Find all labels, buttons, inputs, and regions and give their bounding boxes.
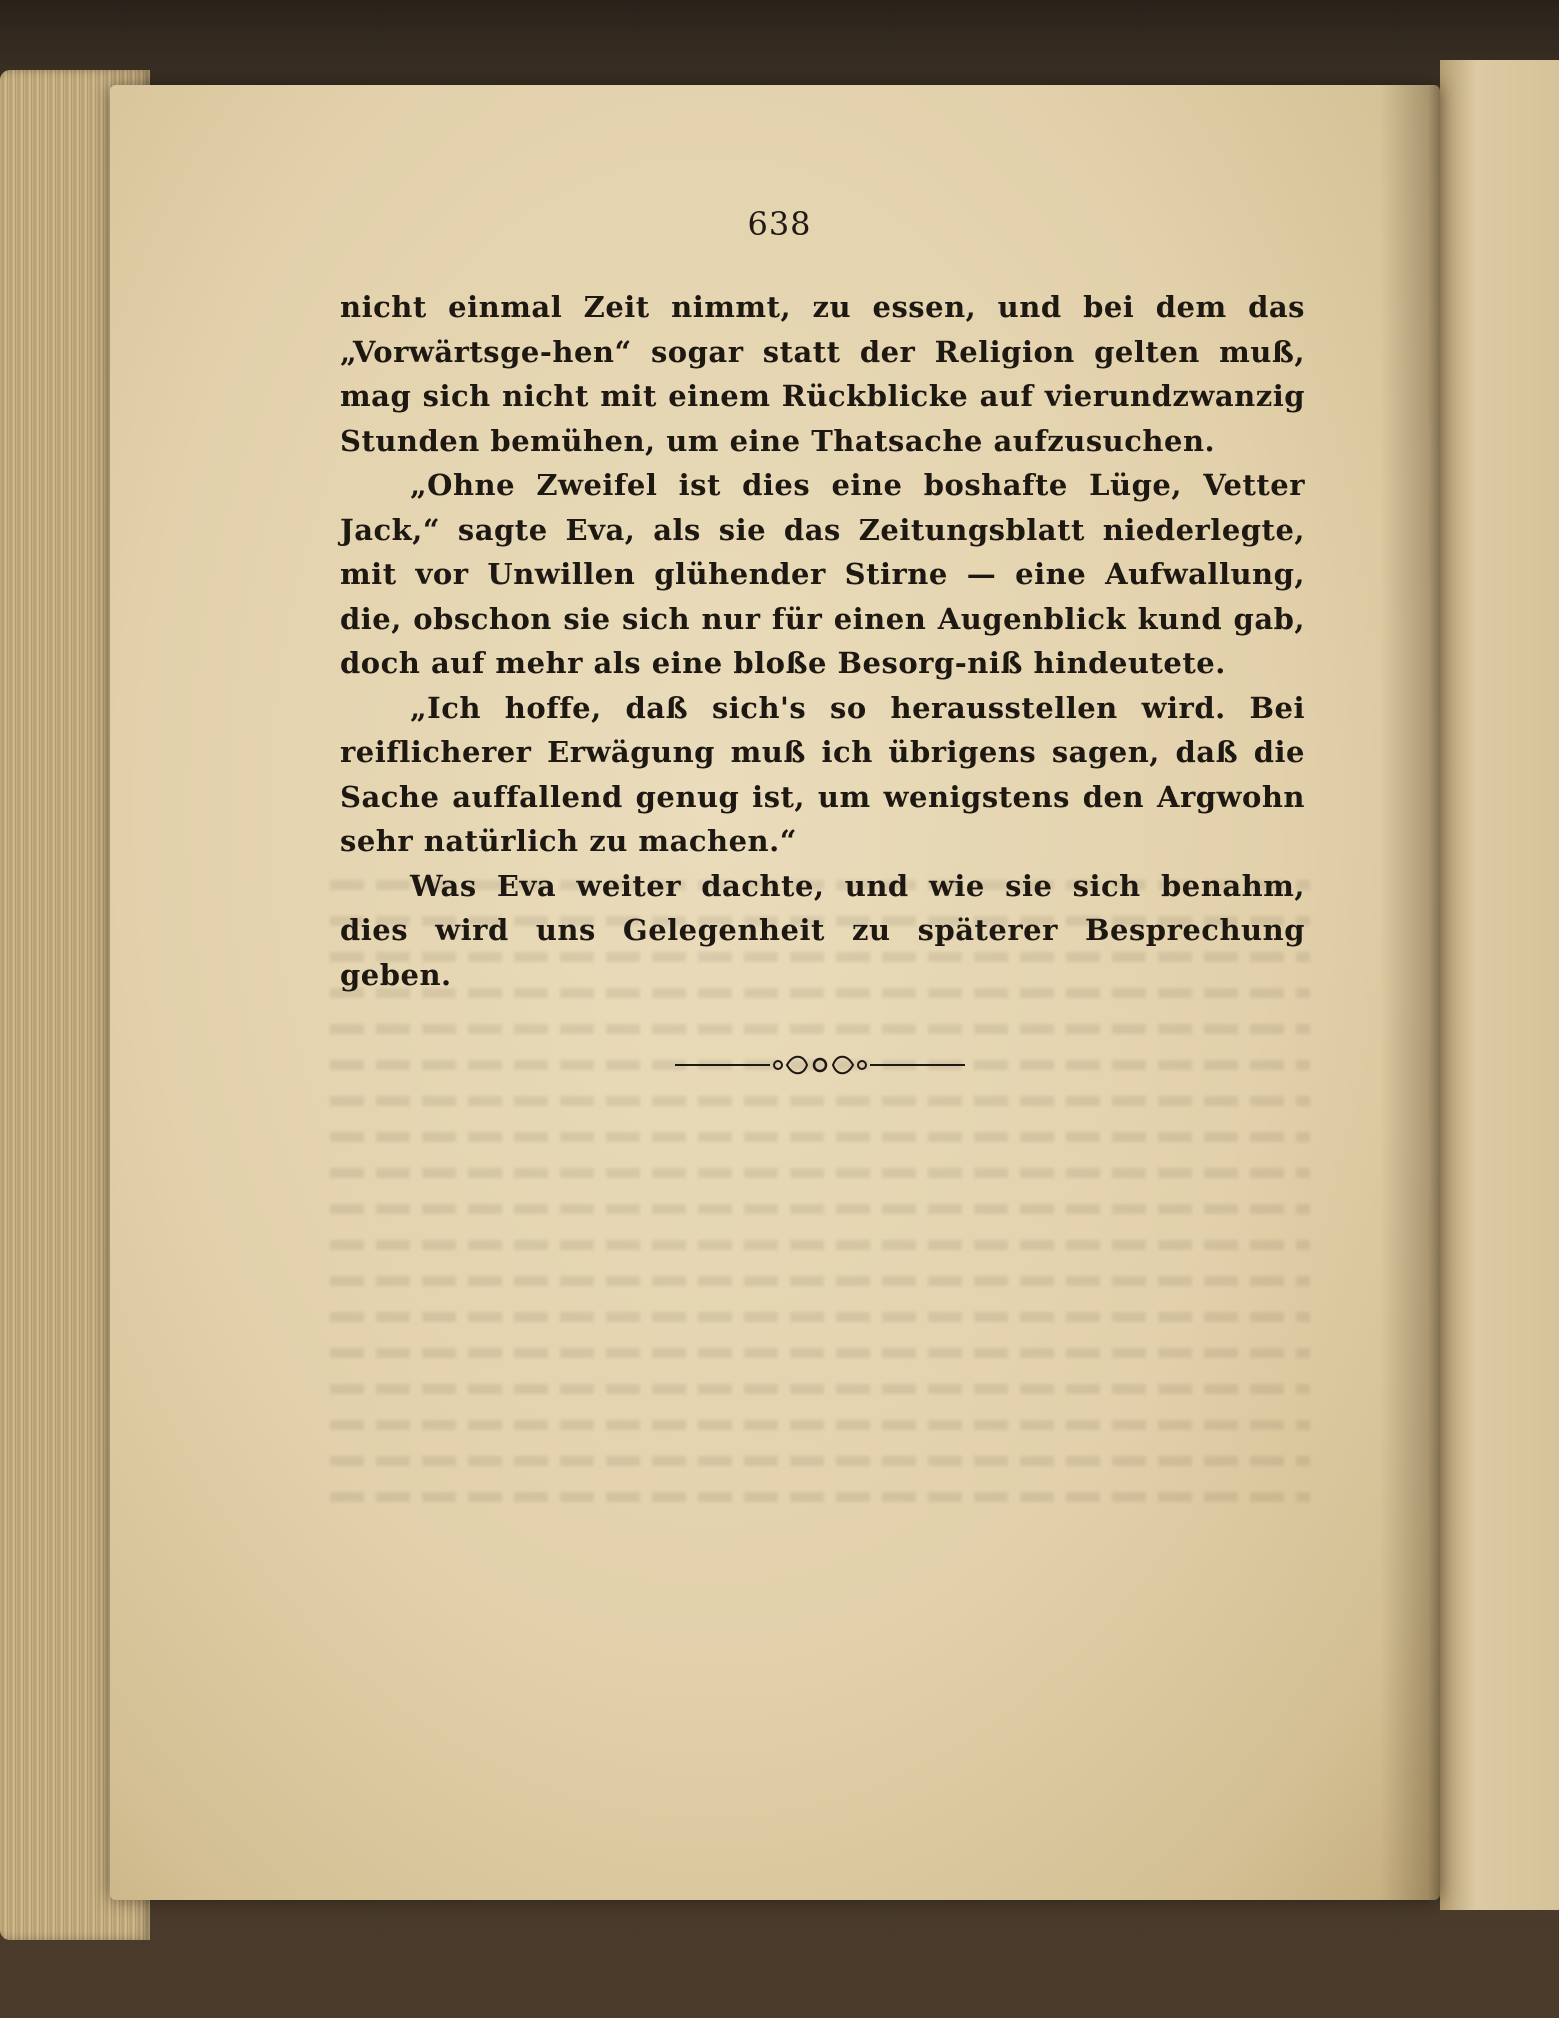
section-end-flourish-icon: [675, 1050, 965, 1080]
page-number: 638: [747, 205, 812, 243]
paragraph-2: „Ohne Zweifel ist dies eine boshafte Lüge, Vetter Jack,“ sagte Eva, als sie das Zeitungsblatt niederlegte, mit vor Unwillen glühender Stirne — eine Aufwallung, die, obschon sie sich nur für einen Augenblick kund gab, doch auf mehr als eine bloße Besorg-niß hindeutete.: [340, 468, 1305, 680]
body-text: [340, 285, 1305, 997]
paragraph-1: nicht einmal Zeit nimmt, zu essen, und bei dem das „Vorwärtsge-hen“ sogar statt der Religion gelten muß, mag sich nicht mit einem Rückblicke auf vierundzwanzig Stunden bemühen, um eine Thatsache aufzusuchen.: [340, 290, 1305, 458]
next-page-edge: [1440, 60, 1559, 1910]
paragraph-3: „Ich hoffe, daß sich's so herausstellen wird. Bei reiflicherer Erwägung muß ich übrigens sagen, daß die Sache auffallend genug ist, um wenigstens den Argwohn sehr natürlich zu machen.“: [340, 690, 1305, 858]
paragraph-4: Was Eva weiter dachte, und wie sie sich benahm, dies wird uns Gelegenheit zu späterer Besprechung geben.: [340, 868, 1305, 992]
bleed-through-text: [330, 880, 1310, 1680]
gutter-shadow: [1380, 85, 1440, 1900]
